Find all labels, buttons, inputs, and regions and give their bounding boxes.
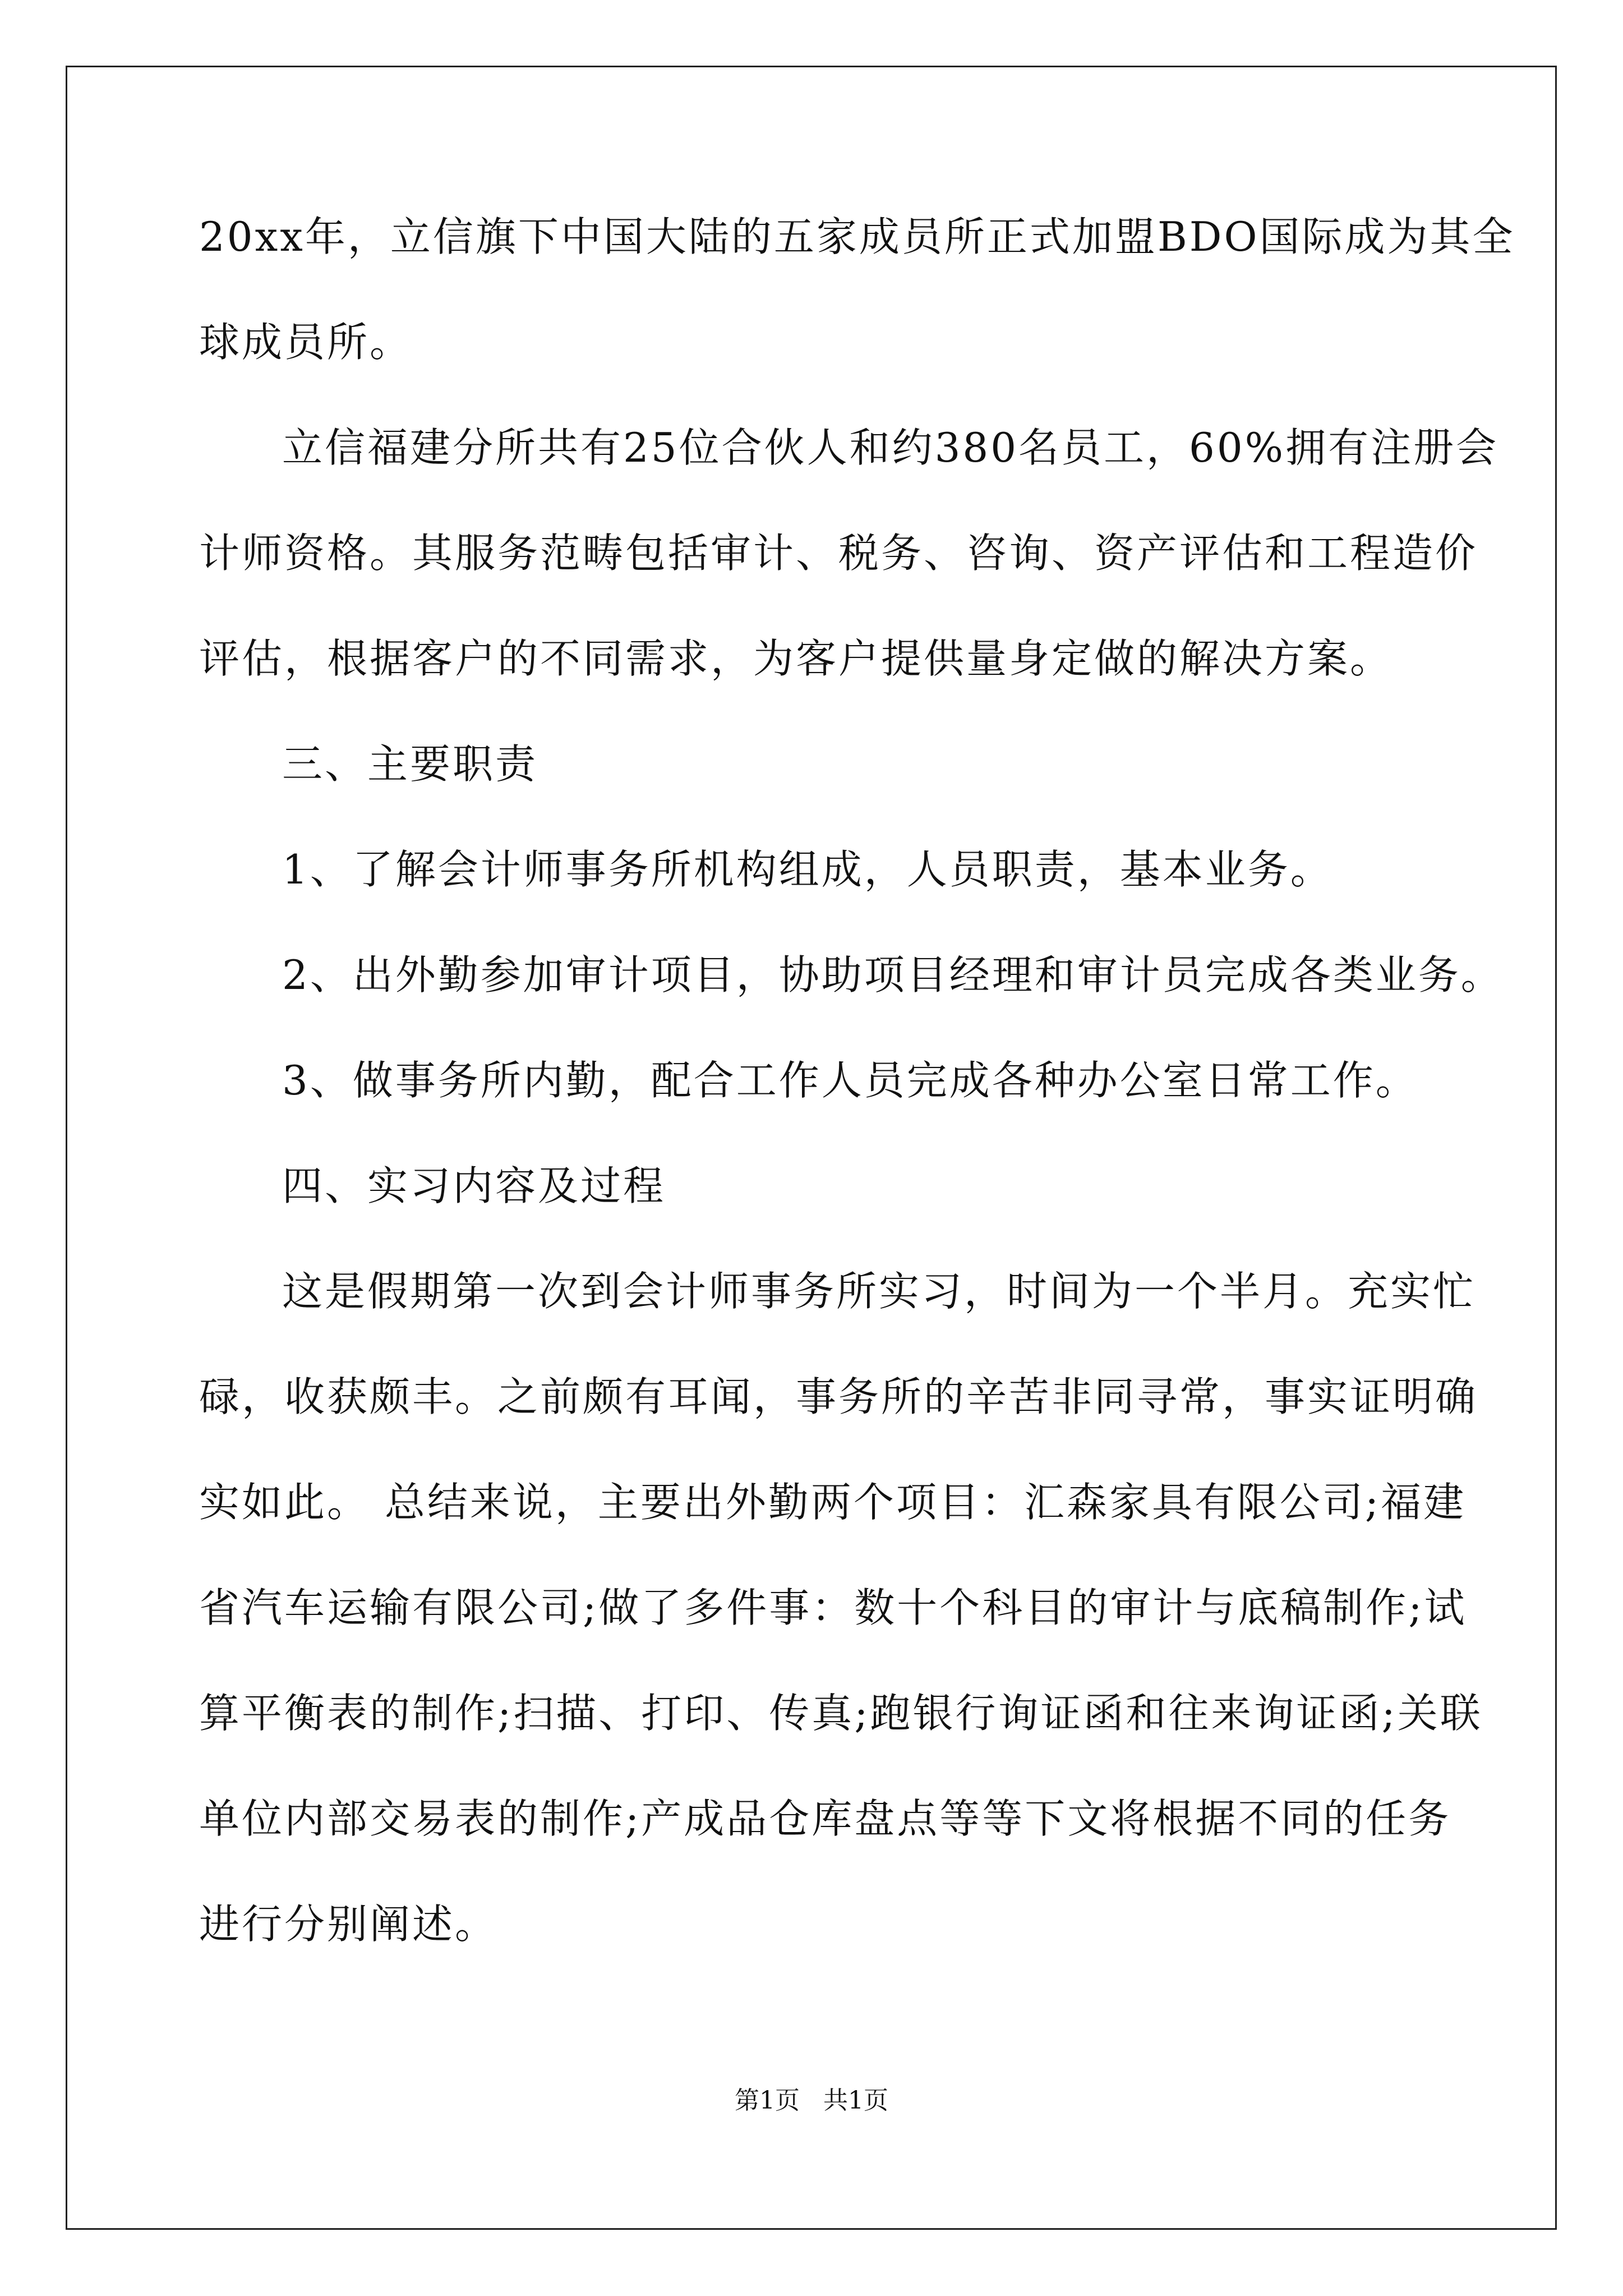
- paragraph-line: 单位内部交易表的制作;产成品仓库盘点等等下文将根据不同的任务: [199, 1795, 1451, 1842]
- paragraph-line: 算平衡表的制作;扫描、打印、传真;跑银行询证函和往来询证函;关联: [199, 1690, 1483, 1737]
- page-number-total: 共1页: [823, 2086, 888, 2115]
- paragraph-line: 立信福建分所共有25位合伙人和约380名员工，60%拥有注册会: [282, 424, 1499, 471]
- list-item: 2、出外勤参加审计项目，协助项目经理和审计员完成各类业务。: [282, 951, 1504, 999]
- paragraph-line: 计师资格。其服务范畴包括审计、税务、咨询、资产评估和工程造价: [199, 530, 1478, 577]
- section-heading: 四、实习内容及过程: [282, 1162, 666, 1209]
- list-item: 1、了解会计师事务所机构组成，人员职责，基本业务。: [282, 846, 1333, 893]
- paragraph-line: 碌，收获颇丰。之前颇有耳闻，事务所的辛苦非同寻常，事实证明确: [199, 1373, 1478, 1420]
- paragraph-line: 进行分别阐述。: [199, 1901, 498, 1948]
- page-number-current: 第1页: [735, 2086, 800, 2115]
- paragraph-line: 评估，根据客户的不同需求，为客户提供量身定做的解决方案。: [199, 635, 1393, 682]
- paragraph-line: 省汽车运输有限公司;做了多件事：数十个科目的审计与底稿制作;试: [199, 1584, 1467, 1631]
- paragraph-line: 实如此。 总结来说，主要出外勤两个项目：汇森家具有限公司;福建: [199, 1479, 1467, 1526]
- page-footer: [0, 2084, 1623, 2118]
- paragraph-line: 20xx年，立信旗下中国大陆的五家成员所正式加盟BDO国际成为其全: [199, 213, 1515, 260]
- paragraph-line: 球成员所。: [199, 319, 413, 366]
- paragraph-line: 这是假期第一次到会计师事务所实习，时间为一个半月。充实忙: [282, 1268, 1476, 1315]
- section-heading: 三、主要职责: [282, 740, 538, 788]
- list-item: 3、做事务所内勤，配合工作人员完成各种办公室日常工作。: [282, 1057, 1418, 1104]
